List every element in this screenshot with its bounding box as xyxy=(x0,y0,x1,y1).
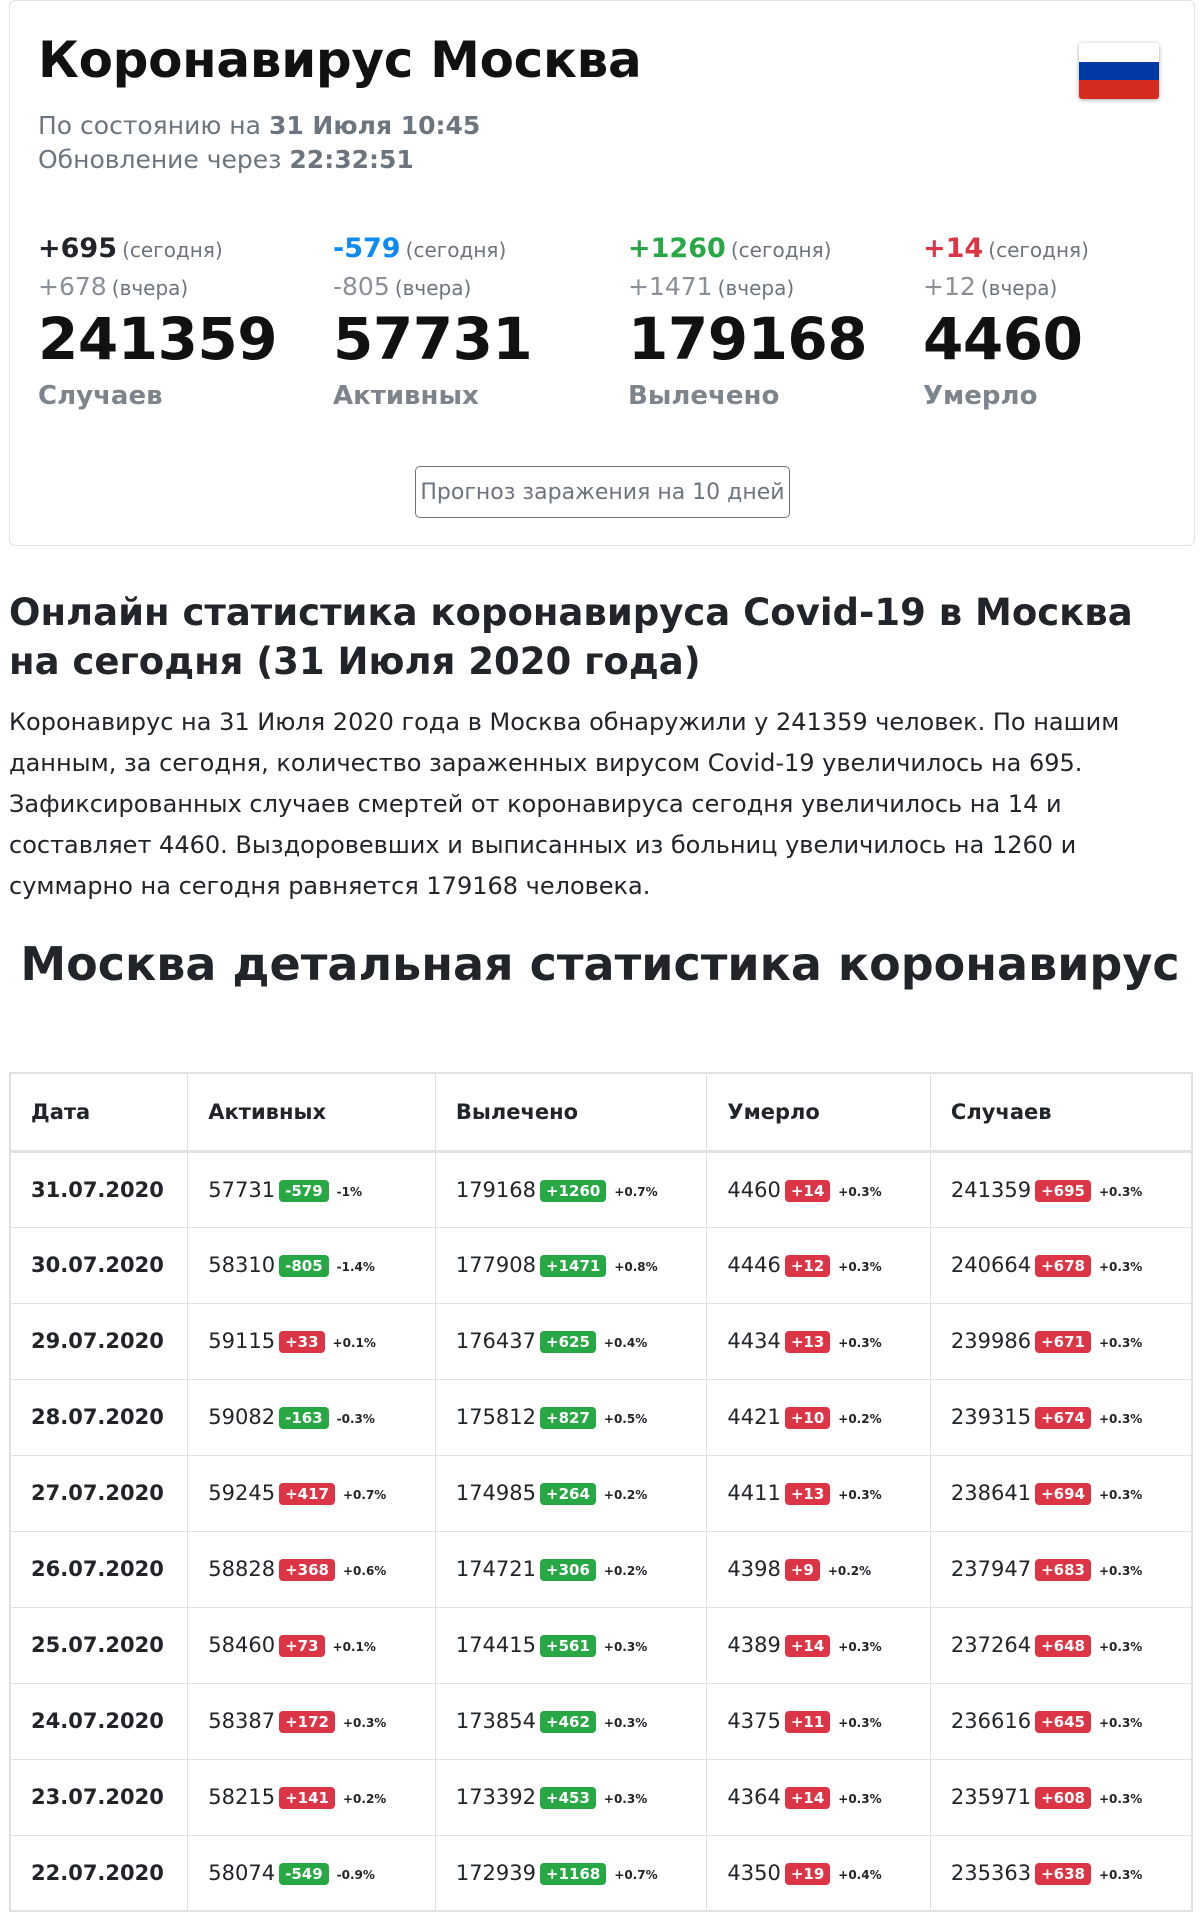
cases-value: 237264 xyxy=(950,1633,1032,1657)
recovered-delta-badge: +1260 xyxy=(540,1180,606,1202)
cases-percent: +0.3% xyxy=(1098,1260,1143,1274)
stat-total: 179168 xyxy=(628,305,868,373)
table-row xyxy=(10,1835,1192,1911)
cell-cases xyxy=(930,1379,1192,1455)
table-row xyxy=(10,1759,1192,1835)
stat-label: Умерло xyxy=(923,381,1038,411)
deaths-value: 4421 xyxy=(727,1405,781,1429)
cell-recovered xyxy=(435,1227,707,1303)
cell-recovered xyxy=(435,1455,707,1531)
stat-today-value: +14 xyxy=(923,233,984,264)
cases-percent: +0.3% xyxy=(1098,1792,1143,1806)
active-delta-badge: +368 xyxy=(279,1559,335,1581)
deaths-value: 4350 xyxy=(727,1860,781,1885)
deaths-percent: +0.3% xyxy=(838,1716,882,1730)
cell-recovered xyxy=(435,1607,707,1683)
cell-recovered xyxy=(435,1835,707,1911)
cases-delta-badge: +695 xyxy=(1035,1180,1091,1202)
deaths-percent: +0.3% xyxy=(838,1488,882,1502)
cell-active xyxy=(188,1151,436,1227)
update-timer: 22:32:51 xyxy=(289,145,414,174)
cases-delta-badge: +678 xyxy=(1035,1255,1091,1277)
cases-delta-badge: +694 xyxy=(1035,1483,1091,1505)
cases-delta-badge: +683 xyxy=(1035,1559,1091,1581)
cell-active xyxy=(188,1531,436,1607)
cases-value: 239315 xyxy=(950,1405,1032,1429)
cell-active xyxy=(188,1227,436,1303)
stat-deaths xyxy=(923,233,1200,411)
cell-date: 23.07.2020 xyxy=(10,1759,188,1835)
cases-delta-badge: +645 xyxy=(1035,1711,1091,1733)
cell-cases xyxy=(930,1607,1192,1683)
cases-value: 238641 xyxy=(950,1481,1032,1505)
cases-percent: +0.3% xyxy=(1098,1336,1143,1350)
active-percent: +0.2% xyxy=(342,1792,387,1806)
stat-recovered xyxy=(628,233,908,411)
table-row xyxy=(10,1227,1192,1303)
recovered-value: 173392 xyxy=(455,1785,536,1809)
stat-today-label: (сегодня) xyxy=(405,238,507,262)
recovered-value: 176437 xyxy=(455,1329,536,1353)
recovered-value: 173854 xyxy=(455,1709,536,1733)
cell-date: 26.07.2020 xyxy=(10,1531,188,1607)
cases-percent: +0.3% xyxy=(1098,1412,1143,1426)
deaths-delta-badge: +14 xyxy=(785,1180,830,1202)
deaths-delta-badge: +13 xyxy=(785,1483,830,1505)
cases-delta-badge: +671 xyxy=(1035,1331,1091,1353)
deaths-value: 4375 xyxy=(727,1709,781,1733)
page-title: Коронавирус Москва xyxy=(38,31,642,89)
status-line xyxy=(38,111,480,140)
cell-active xyxy=(188,1683,436,1759)
stats-table xyxy=(9,1072,1193,1912)
cell-deaths xyxy=(707,1759,931,1835)
deaths-delta-badge: +10 xyxy=(785,1407,830,1429)
recovered-value: 174721 xyxy=(455,1557,536,1581)
deaths-percent: +0.3% xyxy=(838,1336,882,1350)
stat-yesterday-value: +1471 xyxy=(628,272,713,301)
cases-percent: +0.3% xyxy=(1098,1867,1143,1882)
active-percent: +0.3% xyxy=(342,1716,387,1730)
active-value: 59082 xyxy=(208,1405,276,1429)
active-percent: +0.1% xyxy=(332,1336,376,1350)
cell-active xyxy=(188,1379,436,1455)
stat-yesterday-value: -805 xyxy=(333,272,390,301)
recovered-value: 172939 xyxy=(455,1860,536,1885)
cell-recovered xyxy=(435,1379,707,1455)
table-row xyxy=(10,1683,1192,1759)
cell-cases xyxy=(930,1759,1192,1835)
recovered-value: 179168 xyxy=(455,1177,536,1202)
recovered-percent: +0.3% xyxy=(603,1792,648,1806)
deaths-percent: +0.2% xyxy=(827,1564,872,1578)
cases-value: 237947 xyxy=(950,1557,1032,1581)
stat-yesterday-label: (вчера) xyxy=(717,276,795,300)
cell-cases xyxy=(930,1835,1192,1911)
cell-active xyxy=(188,1303,436,1379)
russia-flag-icon xyxy=(1079,43,1159,99)
cell-deaths xyxy=(707,1683,931,1759)
stat-yesterday xyxy=(333,272,613,301)
active-percent: -0.3% xyxy=(336,1412,375,1426)
cases-value: 235971 xyxy=(950,1785,1032,1809)
stat-today xyxy=(38,233,318,264)
recovered-delta-badge: +561 xyxy=(540,1635,596,1657)
recovered-percent: +0.4% xyxy=(603,1336,648,1350)
cell-date: 25.07.2020 xyxy=(10,1607,188,1683)
deaths-value: 4434 xyxy=(727,1329,781,1353)
cell-deaths xyxy=(707,1531,931,1607)
cases-value: 239986 xyxy=(950,1329,1032,1353)
recovered-delta-badge: +1168 xyxy=(540,1863,606,1885)
recovered-delta-badge: +1471 xyxy=(540,1255,606,1277)
active-delta-badge: +172 xyxy=(279,1711,335,1733)
deaths-delta-badge: +14 xyxy=(785,1787,830,1809)
cell-recovered xyxy=(435,1531,707,1607)
summary-card xyxy=(9,0,1195,546)
stat-yesterday-value: +678 xyxy=(38,272,107,301)
active-delta-badge: -163 xyxy=(279,1407,329,1429)
cases-value: 235363 xyxy=(950,1860,1032,1885)
cell-recovered xyxy=(435,1759,707,1835)
active-delta-badge: -549 xyxy=(279,1863,329,1885)
active-delta-badge: +33 xyxy=(279,1331,324,1353)
recovered-value: 174415 xyxy=(455,1633,536,1657)
active-value: 58074 xyxy=(208,1860,276,1885)
recovered-value: 175812 xyxy=(455,1405,536,1429)
deaths-delta-badge: +12 xyxy=(785,1255,830,1277)
stat-total: 57731 xyxy=(333,305,533,373)
article-text: Коронавирус на 31 Июля 2020 года в Москва обнаружили у 241359 человек. По нашим данным, за сегодня, количество зараженных вирусом Covid-19 увеличилось на 695. Зафиксированных случаев смертей от коронавируса сегодня увеличилось на 14 и составляет 4460. Выздоровевших и выписанных из больниц увеличилось на 1260 и суммарно на сегодня равняется 179168 человека. xyxy=(9,708,1120,900)
active-percent: +0.1% xyxy=(332,1640,376,1654)
update-prefix: Обновление через xyxy=(38,145,282,174)
stat-yesterday-label: (вчера) xyxy=(394,276,472,300)
active-percent: +0.7% xyxy=(342,1488,387,1502)
active-delta-badge: -805 xyxy=(279,1255,329,1277)
deaths-percent: +0.2% xyxy=(838,1412,882,1426)
stat-yesterday-label: (вчера) xyxy=(980,276,1058,300)
stat-today xyxy=(628,233,908,264)
recovered-delta-badge: +264 xyxy=(540,1483,596,1505)
deaths-percent: +0.3% xyxy=(838,1184,882,1199)
recovered-delta-badge: +306 xyxy=(540,1559,596,1581)
active-value: 57731 xyxy=(208,1177,276,1202)
cell-cases xyxy=(930,1531,1192,1607)
stat-yesterday xyxy=(923,272,1200,301)
recovered-percent: +0.5% xyxy=(603,1412,648,1426)
stat-label: Вылечено xyxy=(628,381,780,411)
deaths-value: 4446 xyxy=(727,1253,781,1277)
column-header-cases: Случаев xyxy=(930,1073,1192,1151)
status-prefix: По состоянию на xyxy=(38,111,261,140)
recovered-percent: +0.2% xyxy=(603,1488,648,1502)
cases-percent: +0.3% xyxy=(1098,1640,1143,1654)
table-row xyxy=(10,1607,1192,1683)
cell-cases xyxy=(930,1151,1192,1227)
recovered-value: 174985 xyxy=(455,1481,536,1505)
cell-deaths xyxy=(707,1227,931,1303)
table-row xyxy=(10,1379,1192,1455)
active-value: 58310 xyxy=(208,1253,276,1277)
cell-date: 27.07.2020 xyxy=(10,1455,188,1531)
deaths-delta-badge: +11 xyxy=(785,1711,830,1733)
deaths-value: 4398 xyxy=(727,1557,781,1581)
recovered-delta-badge: +827 xyxy=(540,1407,596,1429)
cell-cases xyxy=(930,1303,1192,1379)
active-value: 58460 xyxy=(208,1633,276,1657)
deaths-delta-badge: +14 xyxy=(785,1635,830,1657)
cell-deaths xyxy=(707,1455,931,1531)
stat-total: 4460 xyxy=(923,305,1083,373)
cell-date: 29.07.2020 xyxy=(10,1303,188,1379)
active-value: 59115 xyxy=(208,1329,276,1353)
cases-value: 240664 xyxy=(950,1253,1032,1277)
active-value: 58387 xyxy=(208,1709,276,1733)
active-delta-badge: +73 xyxy=(279,1635,324,1657)
cell-date: 28.07.2020 xyxy=(10,1379,188,1455)
active-delta-badge: -579 xyxy=(279,1180,329,1202)
stat-today-label: (сегодня) xyxy=(988,238,1089,262)
active-delta-badge: +417 xyxy=(279,1483,335,1505)
cell-deaths xyxy=(707,1835,931,1911)
cell-recovered xyxy=(435,1303,707,1379)
column-header-active: Активных xyxy=(188,1073,436,1151)
table-row xyxy=(10,1531,1192,1607)
table-row xyxy=(10,1303,1192,1379)
stat-today-label: (сегодня) xyxy=(122,238,223,262)
active-value: 58215 xyxy=(208,1785,276,1809)
cell-cases xyxy=(930,1455,1192,1531)
cell-date: 30.07.2020 xyxy=(10,1227,188,1303)
stat-yesterday xyxy=(628,272,908,301)
cell-date: 22.07.2020 xyxy=(10,1835,188,1911)
deaths-value: 4389 xyxy=(727,1633,781,1657)
stat-today xyxy=(923,233,1200,264)
table-row xyxy=(10,1455,1192,1531)
cell-date: 24.07.2020 xyxy=(10,1683,188,1759)
cases-delta-badge: +608 xyxy=(1035,1787,1091,1809)
table-row xyxy=(10,1151,1192,1227)
cell-deaths xyxy=(707,1151,931,1227)
recovered-percent: +0.7% xyxy=(614,1867,658,1882)
cell-recovered xyxy=(435,1683,707,1759)
active-percent: -1.4% xyxy=(336,1260,375,1274)
cell-deaths xyxy=(707,1607,931,1683)
active-value: 59245 xyxy=(208,1481,276,1505)
cases-delta-badge: +648 xyxy=(1035,1635,1091,1657)
stat-cases xyxy=(38,233,318,411)
stat-total: 241359 xyxy=(38,305,278,373)
active-value: 58828 xyxy=(208,1557,276,1581)
cell-recovered xyxy=(435,1151,707,1227)
cases-percent: +0.3% xyxy=(1098,1488,1143,1502)
stat-active xyxy=(333,233,613,411)
cell-active xyxy=(188,1835,436,1911)
active-percent: -1% xyxy=(336,1184,362,1199)
stat-yesterday-value: +12 xyxy=(923,272,976,301)
cases-delta-badge: +638 xyxy=(1035,1863,1091,1885)
cases-percent: +0.3% xyxy=(1098,1184,1143,1199)
column-header-deaths: Умерло xyxy=(707,1073,931,1151)
deaths-percent: +0.3% xyxy=(838,1260,882,1274)
cases-percent: +0.3% xyxy=(1098,1564,1143,1578)
stat-yesterday-label: (вчера) xyxy=(111,276,189,300)
stat-today-label: (сегодня) xyxy=(730,238,832,262)
status-date: 31 Июля 10:45 xyxy=(268,111,481,140)
recovered-percent: +0.3% xyxy=(603,1640,648,1654)
deaths-delta-badge: +19 xyxy=(785,1863,830,1885)
deaths-percent: +0.3% xyxy=(838,1640,882,1654)
recovered-percent: +0.7% xyxy=(614,1184,658,1199)
deaths-value: 4411 xyxy=(727,1481,781,1505)
stat-today-value: -579 xyxy=(333,233,401,264)
forecast-button[interactable]: Прогноз заражения на 10 дней xyxy=(415,466,790,518)
column-header-recovered: Вылечено xyxy=(435,1073,707,1151)
stat-today xyxy=(333,233,613,264)
update-line xyxy=(38,145,414,174)
cell-deaths xyxy=(707,1303,931,1379)
active-percent: -0.9% xyxy=(336,1867,375,1882)
cases-value: 241359 xyxy=(950,1177,1032,1202)
recovered-percent: +0.2% xyxy=(603,1564,648,1578)
recovered-delta-badge: +462 xyxy=(540,1711,596,1733)
deaths-percent: +0.3% xyxy=(838,1792,882,1806)
stat-today-value: +1260 xyxy=(628,233,726,264)
recovered-value: 177908 xyxy=(455,1253,536,1277)
recovered-percent: +0.3% xyxy=(603,1716,648,1730)
deaths-value: 4460 xyxy=(727,1177,781,1202)
deaths-value: 4364 xyxy=(727,1785,781,1809)
cases-value: 236616 xyxy=(950,1709,1032,1733)
recovered-delta-badge: +625 xyxy=(540,1331,596,1353)
cell-cases xyxy=(930,1227,1192,1303)
stat-yesterday xyxy=(38,272,318,301)
deaths-delta-badge: +13 xyxy=(785,1331,830,1353)
table-header-row xyxy=(10,1073,1192,1151)
cell-cases xyxy=(930,1683,1192,1759)
cell-active xyxy=(188,1607,436,1683)
cell-deaths xyxy=(707,1379,931,1455)
cases-delta-badge: +674 xyxy=(1035,1407,1091,1429)
active-percent: +0.6% xyxy=(342,1564,387,1578)
deaths-percent: +0.4% xyxy=(838,1867,882,1882)
recovered-percent: +0.8% xyxy=(614,1260,658,1274)
column-header-date: Дата xyxy=(10,1073,188,1151)
cell-active xyxy=(188,1759,436,1835)
cell-active xyxy=(188,1455,436,1531)
cell-date: 31.07.2020 xyxy=(10,1151,188,1227)
deaths-delta-badge: +9 xyxy=(785,1559,820,1581)
article-heading: Онлайн статистика коронавируса Covid-19 в Москва на сегодня (31 Июля 2020 года) xyxy=(9,591,1133,683)
active-delta-badge: +141 xyxy=(279,1787,335,1809)
table-heading: Москва детальная статистика коронавирус xyxy=(20,937,1180,991)
stat-today-value: +695 xyxy=(38,233,117,264)
cases-percent: +0.3% xyxy=(1098,1716,1143,1730)
recovered-delta-badge: +453 xyxy=(540,1787,596,1809)
stat-label: Активных xyxy=(333,381,479,411)
stat-label: Случаев xyxy=(38,381,163,411)
